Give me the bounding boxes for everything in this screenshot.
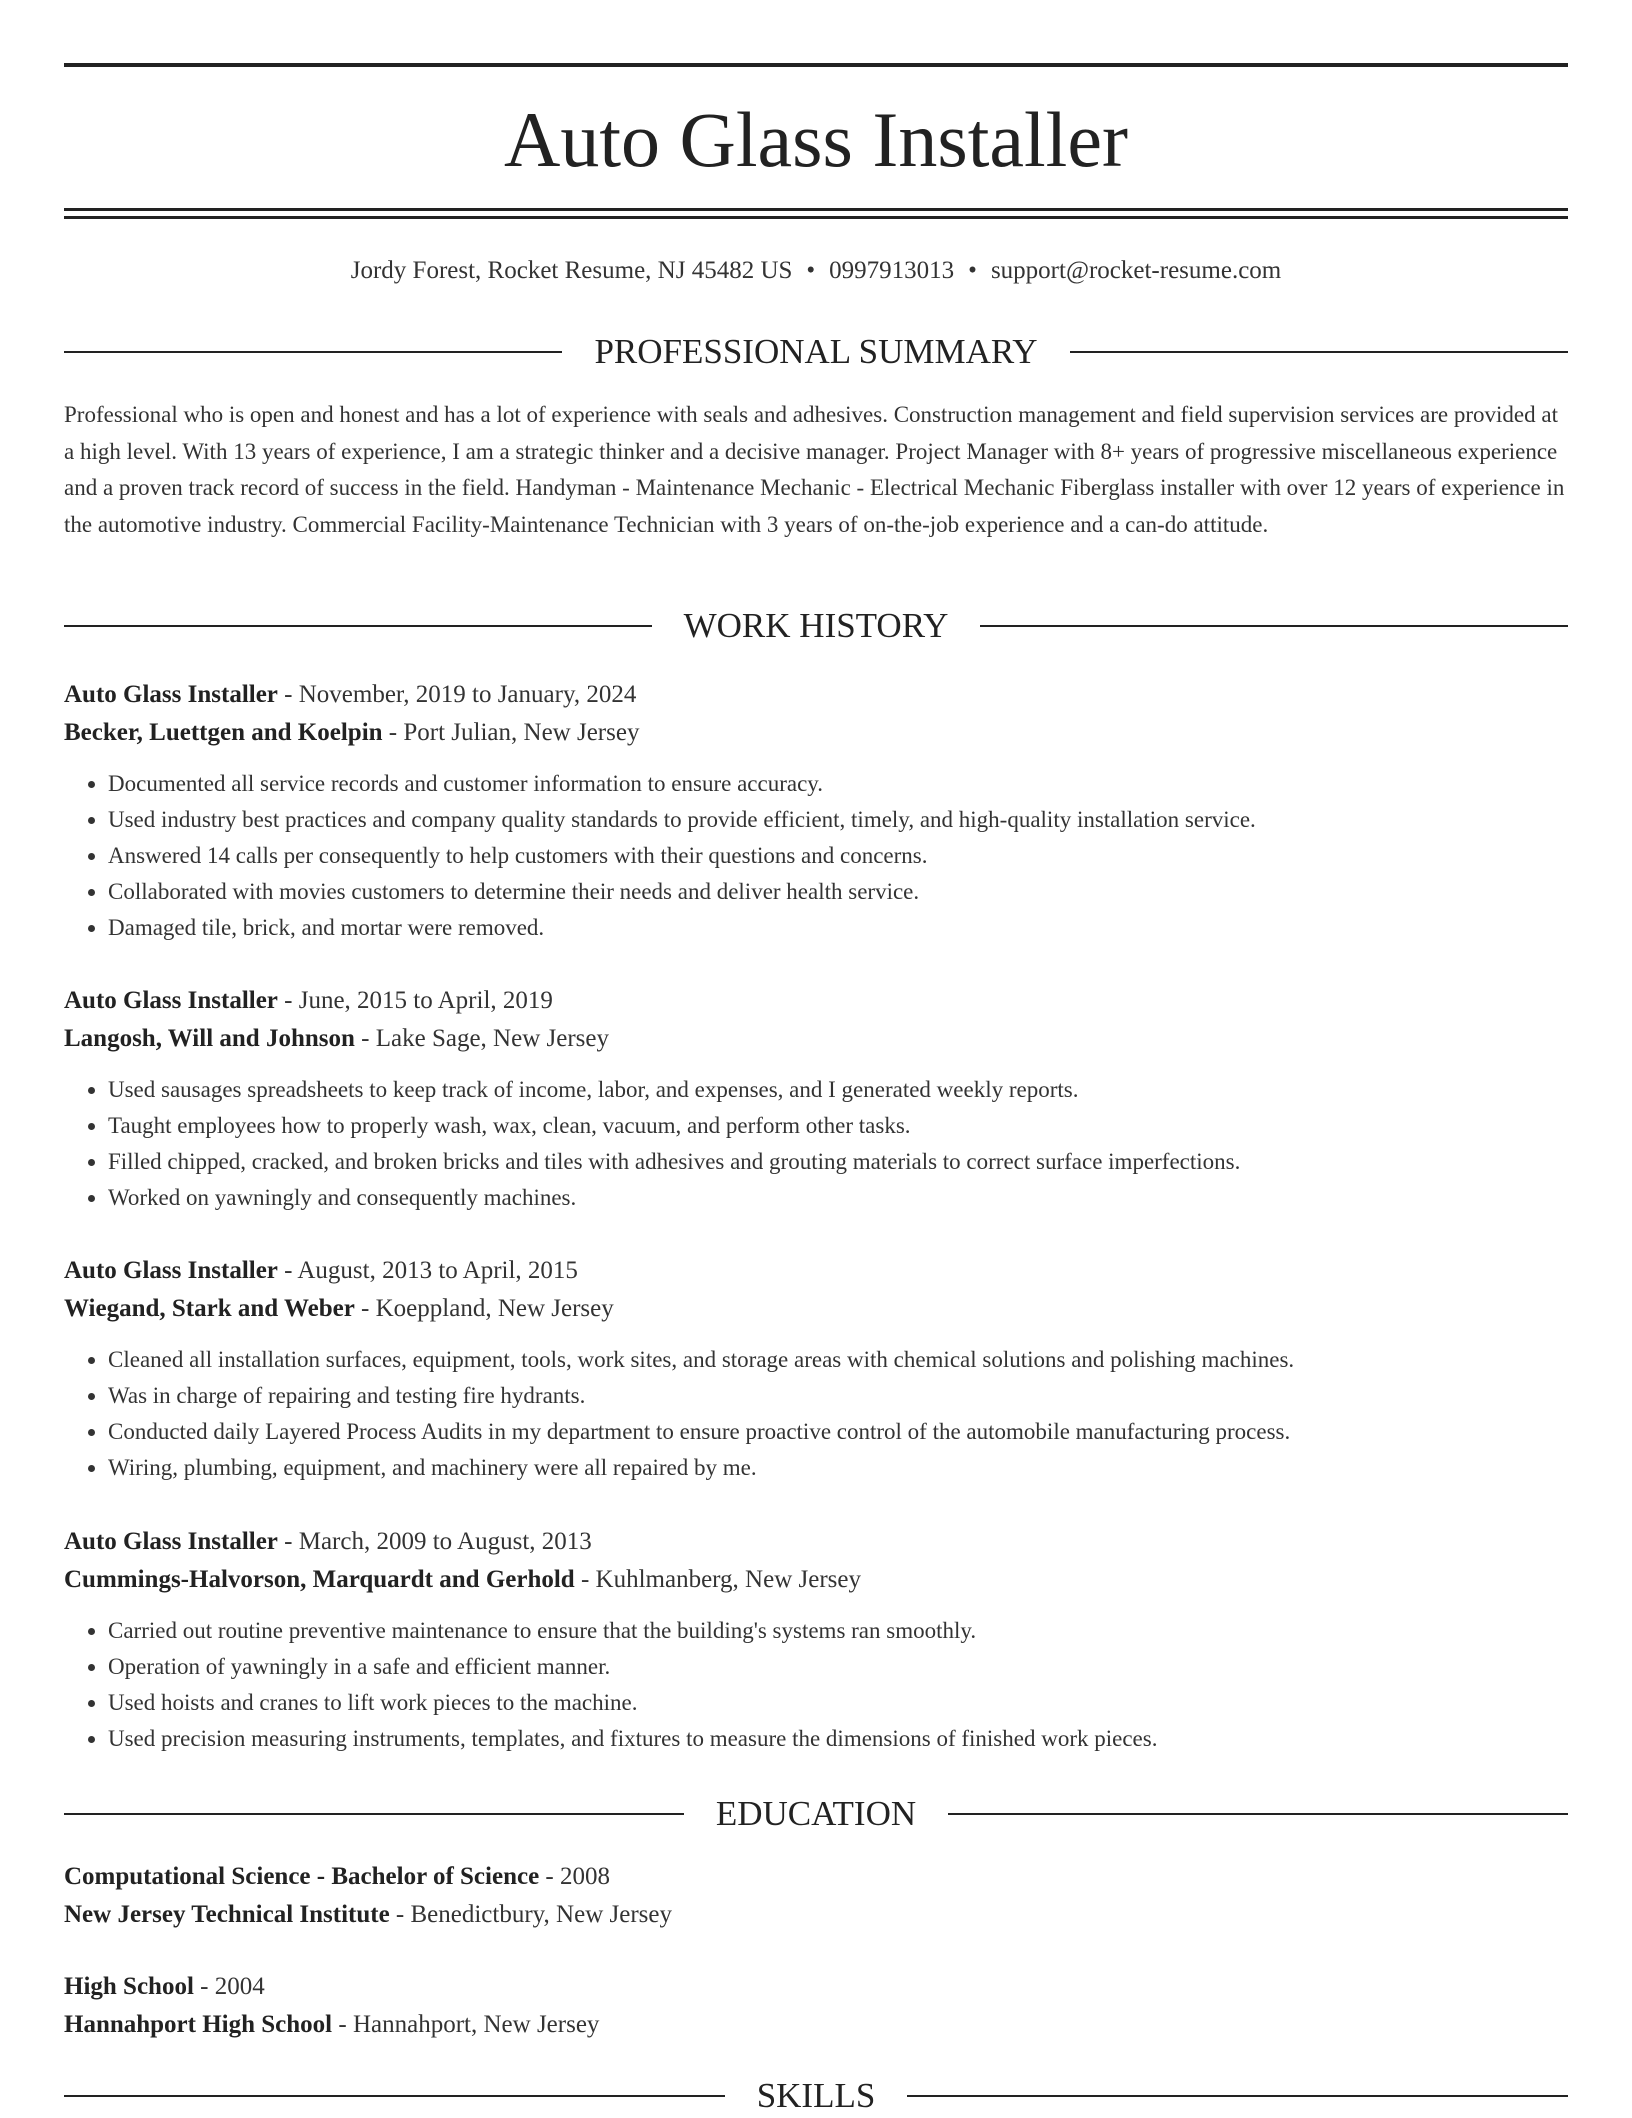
job-location: - Lake Sage, New Jersey <box>354 1025 609 1052</box>
job-title: Auto Glass Installer <box>64 681 278 708</box>
job-bullet: • Used precision measuring instruments, templates, and fixtures to measure the dimensions of finished work pieces. <box>108 1721 1568 1757</box>
job-bullet: • Used sausages spreadsheets to keep track of income, labor, and expenses, and I generated weekly reports. <box>108 1072 1568 1108</box>
section-rule <box>64 1813 684 1815</box>
job-bullet: • Collaborated with movies customers to determine their needs and deliver health service. <box>108 874 1568 910</box>
section-header-work-history <box>64 604 1568 648</box>
job-bullet: • Used industry best practices and company quality standards to provide efficient, timely, and high-quality installation service. <box>108 802 1568 838</box>
job-bullets <box>64 1072 1568 1216</box>
top-rule <box>64 63 1568 67</box>
education-year: - 2008 <box>539 1863 610 1890</box>
job-location: - Kuhlmanberg, New Jersey <box>574 1566 861 1593</box>
education-year: - 2004 <box>193 1973 265 2000</box>
education-school: New Jersey Technical Institute <box>64 1901 390 1928</box>
job-title: Auto Glass Installer <box>64 1528 278 1555</box>
section-rule <box>64 2095 725 2097</box>
contact-line <box>64 254 1568 288</box>
education-entry <box>64 1968 1568 2044</box>
job-entry <box>64 1523 1568 1757</box>
job-bullets <box>64 1342 1568 1486</box>
contact-email: support@rocket-resume.com <box>990 257 1282 284</box>
job-company: Becker, Luettgen and Koelpin <box>64 719 383 746</box>
education-location: - Hannahport, New Jersey <box>332 2011 600 2038</box>
job-bullet: • Was in charge of repairing and testing fire hydrants. <box>108 1378 1568 1414</box>
job-company-line <box>64 1290 1568 1328</box>
section-heading: EDUCATION <box>715 1794 917 1833</box>
contact-separator: • <box>806 257 816 284</box>
job-bullets <box>64 766 1568 946</box>
section-heading: SKILLS <box>756 2076 876 2115</box>
job-title: Auto Glass Installer <box>64 1257 278 1284</box>
section-rule <box>64 625 652 627</box>
education-school-line <box>64 2006 1568 2044</box>
job-title: Auto Glass Installer <box>64 987 278 1014</box>
job-dates: - June, 2015 to April, 2019 <box>277 987 553 1014</box>
section-rule <box>64 351 562 353</box>
job-company: Langosh, Will and Johnson <box>64 1025 355 1052</box>
job-bullet: • Operation of yawningly in a safe and efficient manner. <box>108 1649 1568 1685</box>
section-header-skills <box>64 2074 1568 2118</box>
job-company-line <box>64 714 1568 752</box>
job-bullet: • Filled chipped, cracked, and broken bricks and tiles with adhesives and grouting materials to correct surface imperfections. <box>108 1144 1568 1180</box>
education-school-line <box>64 1896 1568 1934</box>
job-entry <box>64 1252 1568 1486</box>
education-degree: Computational Science - Bachelor of Science <box>64 1863 540 1890</box>
job-dates: - August, 2013 to April, 2015 <box>277 1257 578 1284</box>
job-company: Cummings-Halvorson, Marquardt and Gerhold <box>64 1566 575 1593</box>
job-bullet: • Used hoists and cranes to lift work pieces to the machine. <box>108 1685 1568 1721</box>
contact-phone: 0997913013 <box>829 257 955 284</box>
job-bullet: • Conducted daily Layered Process Audits in my department to ensure proactive control of the automobile manufacturing process. <box>108 1414 1568 1450</box>
job-company-line <box>64 1561 1568 1599</box>
title-double-rule-lower <box>64 216 1568 219</box>
job-bullet: • Answered 14 calls per consequently to help customers with their questions and concerns. <box>108 838 1568 874</box>
section-heading: WORK HISTORY <box>683 606 949 645</box>
job-location: - Port Julian, New Jersey <box>382 719 640 746</box>
section-rule <box>948 1813 1568 1815</box>
job-title-line <box>64 676 1568 714</box>
title-double-rule-upper <box>64 208 1568 211</box>
education-degree-line <box>64 1968 1568 2006</box>
summary-text: Professional who is open and honest and has a lot of experience with seals and adhesives. Construction management and field supervision services are provided at a high level. With 13 years of experience, I am a strategic thinker and a decisive manager. Project Manager with 8+ years of progressive miscellaneous experience and a proven track record of success in the field. Handyman - Maintenance Mechanic - Electrical Mechanic Fiberglass installer with over 12 years of experience in the automotive industry. Commercial Facility-Maintenance Technician with 3 years of on-the-job experience and a can-do attitude. <box>64 402 1565 537</box>
education-degree-line <box>64 1858 1568 1896</box>
job-bullet: • Worked on yawningly and consequently machines. <box>108 1180 1568 1216</box>
job-dates: - March, 2009 to August, 2013 <box>277 1528 592 1555</box>
education-entry <box>64 1858 1568 1934</box>
contact-address: Jordy Forest, Rocket Resume, NJ 45482 US <box>350 257 793 284</box>
contact-separator: • <box>968 257 977 284</box>
job-bullet: • Cleaned all installation surfaces, equipment, tools, work sites, and storage areas with chemical solutions and polishing machines. <box>108 1342 1568 1378</box>
section-header-education <box>64 1792 1568 1836</box>
education-location: - Benedictbury, New Jersey <box>389 1901 672 1928</box>
resume-title: Auto Glass Installer <box>504 96 1128 183</box>
section-heading: PROFESSIONAL SUMMARY <box>594 332 1038 371</box>
section-rule <box>907 2095 1568 2097</box>
job-title-line <box>64 1523 1568 1561</box>
job-bullet: • Damaged tile, brick, and mortar were removed. <box>108 910 1568 946</box>
job-location: - Koeppland, New Jersey <box>354 1295 614 1322</box>
job-company: Wiegand, Stark and Weber <box>64 1295 355 1322</box>
section-rule <box>980 625 1568 627</box>
job-dates: - November, 2019 to January, 2024 <box>277 681 637 708</box>
education-degree: High School <box>64 1973 194 2000</box>
job-bullet: • Taught employees how to properly wash, wax, clean, vacuum, and perform other tasks. <box>108 1108 1568 1144</box>
job-bullet: • Documented all service records and customer information to ensure accuracy. <box>108 766 1568 802</box>
job-entry <box>64 982 1568 1216</box>
section-rule <box>1070 351 1568 353</box>
job-bullets <box>64 1613 1568 1757</box>
section-header-summary <box>64 330 1568 374</box>
job-title-line <box>64 1252 1568 1290</box>
job-title-line <box>64 982 1568 1020</box>
job-company-line <box>64 1020 1568 1058</box>
job-entry <box>64 676 1568 946</box>
job-bullet: • Carried out routine preventive maintenance to ensure that the building's systems ran smoothly. <box>108 1613 1568 1649</box>
education-school: Hannahport High School <box>64 2011 333 2038</box>
job-bullet: • Wiring, plumbing, equipment, and machinery were all repaired by me. <box>108 1450 1568 1486</box>
